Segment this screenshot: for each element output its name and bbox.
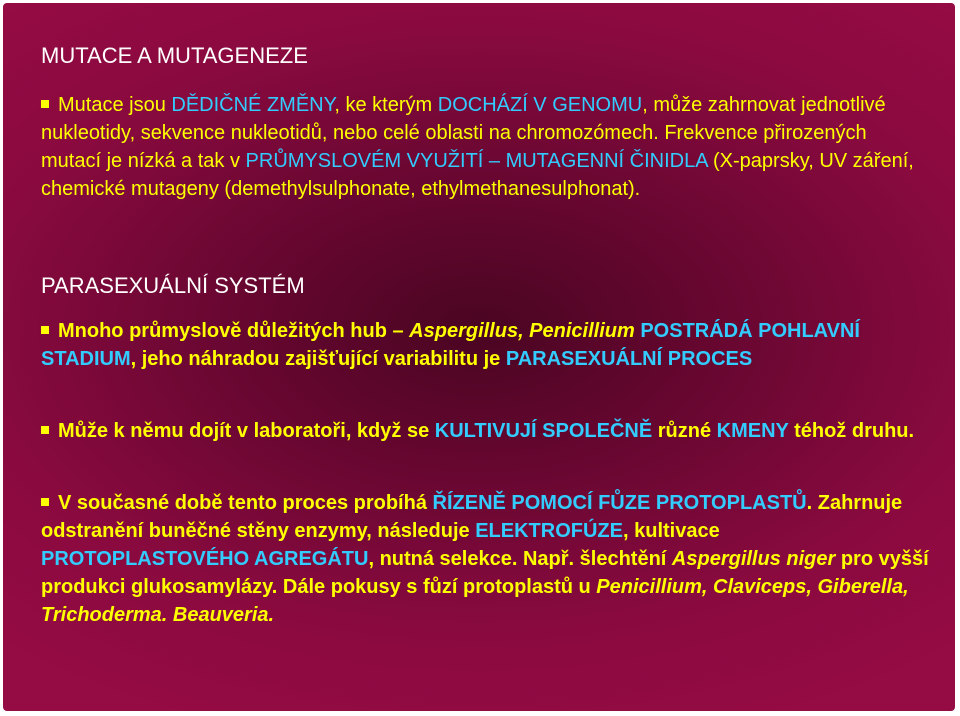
highlighted-term: ŘÍZENĚ POMOCÍ FŮZE PROTOPLASTŮ	[432, 492, 807, 514]
text-run: téhož druhu.	[788, 420, 915, 442]
text-run: Mnoho průmyslově důležitých hub –	[58, 320, 410, 342]
text-run: Může k němu dojít v laboratoři, když se	[58, 420, 435, 442]
text-run: pro vyšší produkci glukosamylázy. Dále pokusy s fůzí protoplastů u	[41, 548, 929, 598]
paragraph-parasexualni-2	[41, 417, 929, 445]
text-run: , kultivace	[622, 520, 720, 542]
text-run: , ke kterým	[334, 94, 438, 116]
slide	[3, 3, 955, 711]
italic-taxon: Penicillium, Claviceps, Giberella, Trichoderma. Beauveria.	[41, 576, 909, 626]
paragraph-mutace	[41, 91, 929, 203]
text-run: , nutná selekce. Např. šlechtění	[368, 548, 672, 570]
bullet-square-icon	[41, 100, 49, 108]
bullet-square-icon	[41, 426, 49, 434]
section-heading-mutace: MUTACE A MUTAGENEZE	[41, 43, 308, 68]
bullet-square-icon	[41, 498, 49, 506]
highlighted-term: DOCHÁZÍ V GENOMU	[437, 94, 643, 116]
text-run: . Zahrnuje odstranění buněčné stěny enzymy, následuje	[41, 492, 903, 542]
text-run: , může zahrnovat jednotlivé nukleotidy, sekvence nukleotidů, nebo celé oblasti na chromozómech. Frekvence přirozených mutací je nízká a tak v	[41, 94, 886, 172]
highlighted-term: POSTRÁDÁ POHLAVNÍ STADIUM	[41, 320, 860, 370]
text-run: V současné době tento proces probíhá	[58, 492, 433, 514]
text-run: (X-paprsky, UV záření, chemické mutageny (demethylsulphonate, ethylmethanesulphonat).	[41, 150, 914, 200]
paragraph-parasexualni-3	[41, 489, 929, 629]
highlighted-term: KMENY	[716, 420, 789, 442]
italic-taxon: Aspergillus niger	[671, 548, 836, 570]
highlighted-term: PARASEXUÁLNÍ PROCES	[505, 348, 753, 370]
highlighted-term: ELEKTROFÚZE	[475, 520, 623, 542]
paragraph-parasexualni-1	[41, 317, 929, 373]
text-run: , jeho náhradou zajišťující variabilitu je	[130, 348, 506, 370]
highlighted-term: DĚDIČNÉ ZMĚNY	[171, 94, 335, 116]
text-run: Mutace jsou	[58, 94, 172, 116]
highlighted-term: PRŮMYSLOVÉM VYUŽITÍ – MUTAGENNÍ ČINIDLA	[245, 150, 708, 172]
italic-taxon: Aspergillus, Penicillium	[409, 320, 635, 342]
text-run: různé	[652, 420, 717, 442]
highlighted-term: PROTOPLASTOVÉHO AGREGÁTU	[41, 548, 369, 570]
section-heading-parasexualni: PARASEXUÁLNÍ SYSTÉM	[41, 273, 305, 298]
bullet-square-icon	[41, 326, 49, 334]
highlighted-term: KULTIVUJÍ SPOLEČNĚ	[434, 420, 653, 442]
